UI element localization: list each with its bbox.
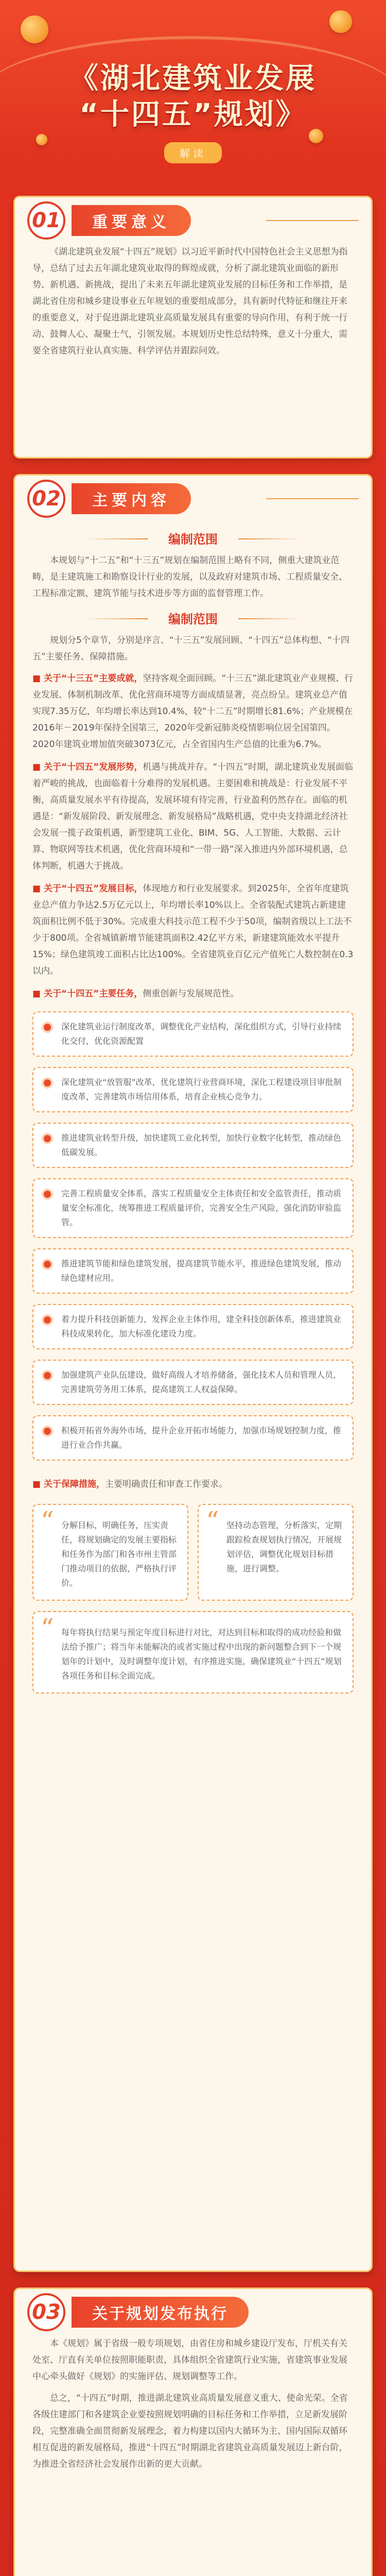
bullet-dot-icon bbox=[42, 1259, 53, 1270]
decorative-bubble bbox=[36, 134, 47, 145]
bullet-achievements: ■ 关于“十三五”主要成就，坚持客观全面回顾。“十三五”湖北建筑业产业规模、行业发展、体制机制改革、优化营商环境等方面成绩显著，亮点纷呈。建筑业总产值实现7.35万亿，年均增长率达到10.4%，较“十二五”时期增长81.6%；产业规模在2016年－2019年保持全国第三，2020年受新冠肺炎疫情影响位居全国第四。2020年建筑业增加值突破3073亿元，占全省国内生产总值的比重为6.7%。 bbox=[32, 673, 353, 750]
section-number: 01 bbox=[27, 201, 65, 240]
section-main-content bbox=[13, 474, 373, 2272]
section-title: 关于规划发布执行 bbox=[72, 2297, 249, 2328]
bullet-dot-icon bbox=[42, 1022, 53, 1033]
bullet-dot-icon bbox=[42, 1189, 53, 1200]
bullet-dot-icon bbox=[42, 1314, 53, 1326]
subheading-scope: 编制范围 bbox=[15, 529, 371, 547]
bullet-situation: ■ 关于“十四五”发展形势，机遇与挑战并存。“十四五”时期，湖北建筑业发展面临着严峻的挑战，也面临着十分难得的发展机遇。主要困难和挑战是：行业发展不平衡，高质量发展水平有待提高，发展环境有待完善，行业盈利仍然存在。面临的机遇是：“新发展阶段、新发展理念、新发展格局”战略机遇，党中央支持湖北经济社会发展一揽子政策机遇，新型建筑工业化、BIM、5G、人工智能、大数据、云计算、物联网等技术机遇，优化营商环境和“一带一路”深入推进内外部环境机遇，总体判断，机遇大于挑战。 bbox=[32, 762, 353, 871]
task-item: 推进建筑节能和绿色建筑发展，提高建筑节能水平，推进绿色建筑发展，推动绿色建材应用。 bbox=[32, 1248, 354, 1294]
decorative-swoosh bbox=[0, 36, 386, 160]
page-title-line-1: 《湖北建筑业发展 bbox=[69, 62, 317, 95]
task-item: 推进建筑业转型升级，加快建筑工业化转型，加快行业数字化转型，推动绿色低碳发展。 bbox=[32, 1123, 354, 1168]
safeguard-quotes bbox=[15, 1499, 371, 1606]
section-paragraph: 《湖北建筑业发展“十四五”规划》以习近平新时代中国特色社会主义思想为指导，总结了过去五年湖北建筑业取得的辉煌成就，分析了湖北建筑业面临的新形势、新机遇、新挑战，提出了未来五年湖北建筑业发展的目标任务和工作举措，是湖北省住房和城乡建设事业五年规划的重要组成部分，具有新时代特征和继往开来的重要意义，对于促进湖北建筑业高质量发展具有重要的导向作用，有利于统一行动、鼓舞人心、凝聚士气，引领发展。本规划历史性总结特殊，意义十分重大，需要全省建筑行业认真实施、科学评估并跟踪问效。 bbox=[32, 247, 348, 356]
bullet-dot-icon bbox=[42, 1426, 53, 1437]
page-title-line-2: “十四五”规划》 bbox=[79, 98, 307, 131]
release-paragraph: 本《规划》属于省级一般专项规划，由省住房和城乡建设厅发布，厅机关有关处室、厅直有关单位按照职能职责，具体组织全省建筑行业实施，省建筑事业发展中心牵头做好《规划》的实施评估、规划调整等工作。 bbox=[32, 2338, 347, 2382]
bullet-tasks: ■ 关于“十四五”主要任务，侧重创新与发展规范性。 bbox=[32, 989, 239, 999]
quote-mark-icon: “ bbox=[41, 1613, 54, 1643]
interpretation-badge: 解读 bbox=[164, 142, 222, 163]
quote-box: “ 坚持动态管理，分析落实，定期跟踪检查规划执行情况，开展规划评估，调整优化规划目标措施，进行调整。 bbox=[198, 1504, 354, 1601]
bullet-dot-icon bbox=[42, 1077, 53, 1089]
structure-paragraph: 规划分5个章节，分别是序言、“十三五”发展回顾、“十四五”总体构想、“十四五”主要任务、保障措施。 bbox=[32, 635, 349, 662]
task-item: 着力提升科技创新能力，发挥企业主体作用，建全科技创新体系，推进建筑业科技成果转化，加大标准化建设力度。 bbox=[32, 1304, 354, 1349]
section-number: 02 bbox=[27, 480, 65, 518]
section-title: 重要意义 bbox=[72, 205, 191, 236]
task-item: 深化建筑业运行制度改革，调整优化产业结构，深化组织方式，引导行业持续化交付，优化资源配置 bbox=[32, 1011, 354, 1057]
task-list bbox=[15, 1008, 371, 1476]
decorative-bubble bbox=[21, 15, 48, 43]
divider bbox=[266, 498, 359, 499]
divider bbox=[266, 220, 359, 221]
bullet-dot-icon bbox=[42, 1133, 53, 1144]
subheading-structure: 编制范围 bbox=[15, 609, 371, 627]
task-item: 加强建筑产业队伍建设，做好高级人才培养储备，强化技术人员和管理人员，完善建筑劳务用工体系，提高建筑工人权益保障。 bbox=[32, 1360, 354, 1405]
bullet-safeguards: ■ 关于保障措施，主要明确责任和审查工作要求。 bbox=[32, 1479, 227, 1489]
quote-box-wide: “ 每年将执行结果与预定年度目标进行对比，对达到目标和取得的成功经验和做法给予推广；将当年未能解决的或者实施过程中出现的新问题整合到下一个规划年的计划中，及时调整年度计划，有序推进实施，确保建筑业“十四五”规划各项任务和目标全面完成。 bbox=[32, 1611, 354, 1693]
quote-mark-icon: “ bbox=[41, 1506, 54, 1536]
task-item: 完善工程质量安全体系，落实工程质量安全主体责任和安全监管责任，推动质量安全标准化，统筹推进工程质量评价，完善安全生产风险，强化消防审验监管。 bbox=[32, 1178, 354, 1238]
scope-paragraph: 本规划与“十二五”和“十三五”规划在编制范围上略有不同，侧重大建筑业范畴，是主建筑施工和勘察设计行业的发展，以及政府对建筑市场、工程质量安全、工程标准定额、建筑节能与技术进步等方面的监督管理工作。 bbox=[32, 555, 347, 599]
decorative-bubble bbox=[329, 10, 352, 33]
section-header bbox=[15, 2289, 371, 2335]
section-title: 主要内容 bbox=[72, 483, 191, 514]
task-item: 积极开拓省外海外市场，提升企业开拓市场能力，加强市场规划控制力度，推进行业合作共赢。 bbox=[32, 1415, 354, 1461]
section-release bbox=[13, 2287, 373, 2576]
section-header bbox=[15, 476, 371, 522]
quote-mark-icon: “ bbox=[206, 1506, 219, 1536]
section-significance bbox=[13, 196, 373, 459]
decorative-bubble bbox=[309, 129, 323, 143]
conclusion-paragraph: 总之，“十四五”时期，推进湖北建筑业高质量发展意义重大、使命光荣。全省各级住建部门和各建筑企业要按照规划明确的目标任务和工作举措，立足新发展阶段，完整准确全面贯彻新发展理念，着力构建以国内大循环为主、国内国际双循环相互促进的新发展格局，推进“十四五”时期湖北省建筑业高质量发展迈上新台阶，为推进全省经济社会发展作出新的更大贡献。 bbox=[32, 2393, 348, 2469]
bullet-goals: ■ 关于“十四五”发展目标，体现地方和行业发展要求。到2025年，全省年度建筑业总产值力争达2.5万亿元以上，年均增长率10%以上。全省装配式建筑占新建建筑面积比例不低于30%。完成重大科技示范工程不少于50项，编制省级以上工法不少于800项。全省城镇新增节能建筑面积2.42亿平方米，新建建筑能效水平提升15%；绿色建筑竣工面积占比达100%。全省建筑业百亿元产值死亡人数控制在0.3以内。 bbox=[32, 884, 354, 976]
section-header bbox=[15, 197, 371, 244]
task-item: 深化建筑业“放管服”改革，优化建筑行业营商环境，深化工程建设项目审批制度改革，完善建筑市场信用体系，培育企业核心竞争力。 bbox=[32, 1067, 354, 1112]
section-number: 03 bbox=[27, 2293, 65, 2331]
quote-box: “ 分解目标，明确任务，压实责任，将规划确定的发展主要指标和任务作为部门和各市州主管部门推动项目的依据，严格执行评价。 bbox=[32, 1504, 188, 1601]
bullet-dot-icon bbox=[42, 1370, 53, 1381]
header-banner bbox=[0, 0, 386, 185]
